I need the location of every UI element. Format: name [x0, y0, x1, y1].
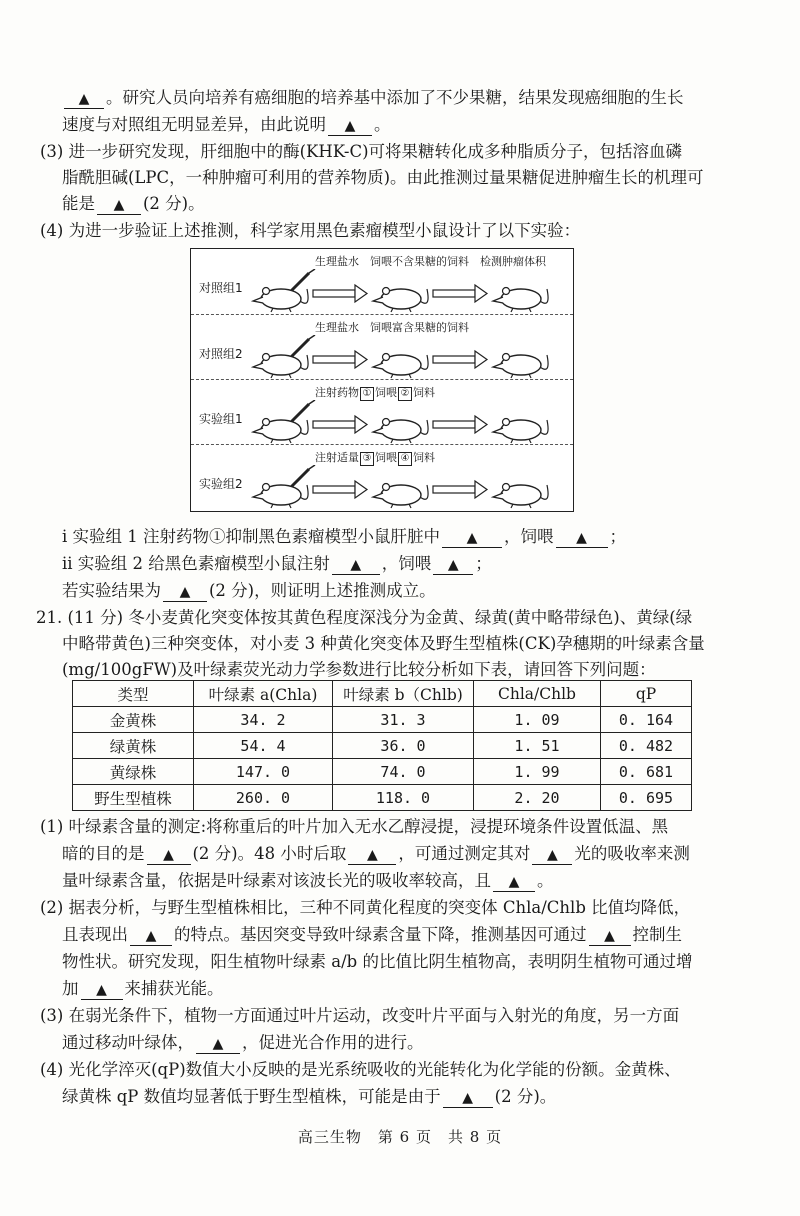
table-cell: 31. 3	[333, 707, 474, 733]
answer-blank[interactable]: ▲	[81, 980, 123, 1000]
mouse-icon	[373, 354, 428, 379]
mouse-icon	[373, 484, 428, 509]
table-cell: 0. 681	[601, 759, 692, 785]
table-cell: 0. 695	[601, 785, 692, 811]
text-line: (2) 据表分析，与野生型植株相比，三种不同黄化程度的突变体 Chla/Chlb 比值均降低，	[40, 898, 691, 917]
table-cell: 147. 0	[194, 759, 333, 785]
text-line: (3) 进一步研究发现，肝细胞中的酶(KHK-C)可将果糖转化成多种脂质分子，包括溶血磷	[40, 142, 683, 161]
text-line: 加 ▲ 来捕获光能。	[62, 979, 224, 998]
text-line: (1) 叶绿素含量的测定:将称重后的叶片加入无水乙醇浸提，浸提环境条件设置低温、黑	[40, 817, 669, 836]
mouse-icon	[493, 484, 548, 509]
table-row	[73, 707, 692, 733]
group-control-1	[191, 249, 573, 313]
table-row	[73, 759, 692, 785]
experiment-diagram	[190, 248, 574, 512]
arrow-icon	[313, 285, 367, 302]
answer-blank[interactable]: ▲	[532, 845, 572, 865]
mouse-icon	[253, 288, 308, 313]
table-cell: 118. 0	[333, 785, 474, 811]
answer-blank[interactable]: ▲	[196, 1034, 240, 1054]
col-header: 叶绿素 a(Chla)	[194, 681, 333, 707]
text-line: ii 实验组 2 给黑色素瘤模型小鼠注射 ▲ ，饲喂 ▲ ；	[62, 554, 492, 573]
table-cell: 绿黄株	[73, 733, 194, 759]
arrow-icon	[313, 416, 367, 433]
group-label: 实验组2	[199, 477, 243, 491]
mouse-icon	[373, 288, 428, 313]
text-line: 速度与对照组无明显差异，由此说明 ▲ 。	[62, 115, 391, 134]
answer-blank[interactable]: ▲	[97, 195, 141, 215]
table-cell: 0. 482	[601, 733, 692, 759]
table-cell: 260. 0	[194, 785, 333, 811]
table-row	[73, 733, 692, 759]
mouse-icon	[373, 419, 428, 444]
text-line: (mg/100gFW)及叶绿素荧光动力学参数进行比较分析如下表，请回答下列问题：	[62, 660, 656, 679]
group-steps: 注射适量 ③ 饲喂 ④ 饲料	[315, 451, 435, 464]
answer-blank[interactable]: ▲	[493, 872, 535, 892]
table-cell: 0. 164	[601, 707, 692, 733]
table-cell: 1. 51	[474, 733, 601, 759]
chlorophyll-table	[72, 680, 692, 811]
table-cell: 54. 4	[194, 733, 333, 759]
table-cell: 金黄株	[73, 707, 194, 733]
answer-blank[interactable]: ▲	[589, 926, 631, 946]
mouse-sequence	[251, 335, 571, 379]
mouse-icon	[493, 419, 548, 444]
mouse-icon	[253, 354, 308, 379]
group-experiment-2	[191, 444, 573, 509]
text-line: (4) 为进一步验证上述推测，科学家用黑色素瘤模型小鼠设计了以下实验：	[40, 221, 581, 240]
col-header: Chla/Chlb	[474, 681, 601, 707]
group-label: 对照组2	[199, 347, 243, 361]
text-line: i 实验组 1 注射药物①抑制黑色素瘤模型小鼠肝脏中 ▲ ，饲喂 ▲ ；	[62, 527, 627, 546]
text-line: (3) 在弱光条件下，植物一方面通过叶片运动，改变叶片平面与入射光的角度，另一方面	[40, 1006, 680, 1025]
col-header: 类型	[73, 681, 194, 707]
answer-blank[interactable]: ▲	[163, 582, 207, 602]
mouse-icon	[493, 354, 548, 379]
mouse-icon	[493, 288, 548, 313]
answer-blank[interactable]: ▲	[64, 89, 104, 109]
table-cell: 1. 99	[474, 759, 601, 785]
answer-blank[interactable]: ▲	[433, 555, 473, 575]
table-row	[73, 785, 692, 811]
table-cell: 36. 0	[333, 733, 474, 759]
table-cell: 74. 0	[333, 759, 474, 785]
answer-blank[interactable]: ▲	[348, 845, 396, 865]
text-line: ▲ 。研究人员向培养有癌细胞的培养基中添加了不少果糖，结果发现癌细胞的生长	[62, 86, 800, 110]
col-header: 叶绿素 b（Chlb)	[333, 681, 474, 707]
group-control-2	[191, 314, 573, 379]
answer-blank[interactable]: ▲	[332, 555, 380, 575]
group-label: 实验组1	[199, 412, 243, 426]
text-line: 暗的目的是 ▲ (2 分)。48 小时后取 ▲ ，可通过测定其对 ▲ 光的吸收率来测	[62, 844, 690, 863]
arrow-icon	[433, 416, 487, 433]
text-line: 且表现出 ▲ 的特点。基因突变导致叶绿素含量下降，推测基因可通过 ▲ 控制生	[62, 925, 682, 944]
group-experiment-1	[191, 379, 573, 444]
text-line: 21. (11 分) 冬小麦黄化突变体按其黄色程度深浅分为金黄、绿黄(黄中略带绿色)、黄绿(绿	[36, 608, 693, 627]
answer-blank[interactable]: ▲	[442, 528, 502, 548]
text-line: (4) 光化学淬灭(qP)数值大小反映的是光系统吸收的光能转化为化学能的份额。金黄株、	[40, 1060, 681, 1079]
answer-blank[interactable]: ▲	[556, 528, 608, 548]
arrow-icon	[313, 481, 367, 498]
table-cell: 野生型植株	[73, 785, 194, 811]
arrow-icon	[433, 285, 487, 302]
group-steps: 生理盐水 饲喂富含果糖的饲料	[315, 321, 469, 334]
arrow-icon	[433, 481, 487, 498]
text-line: 中略带黄色)三种突变体，对小麦 3 种黄化突变体及野生型植株(CK)孕穗期的叶绿素含量	[62, 634, 705, 653]
group-label: 对照组1	[199, 281, 243, 295]
page-footer: 高三生物 第 6 页 共 8 页	[297, 1128, 503, 1146]
answer-blank[interactable]: ▲	[147, 845, 191, 865]
text-line: 脂酰胆碱(LPC，一种肿瘤可利用的营养物质)。由此推测过量果糖促进肿瘤生长的机理可	[62, 168, 704, 187]
arrow-icon	[313, 351, 367, 368]
table-header-row	[73, 681, 692, 707]
answer-blank[interactable]: ▲	[328, 116, 372, 136]
text-line: 能是 ▲ (2 分)。	[62, 194, 205, 213]
arrow-icon	[433, 351, 487, 368]
text-line: 物性状。研究发现，阳生植物叶绿素 a/b 的比值比阴生植物高，表明阴生植物可通过增	[62, 952, 693, 971]
mouse-icon	[253, 484, 308, 509]
mouse-sequence	[251, 400, 571, 444]
answer-blank[interactable]: ▲	[130, 926, 172, 946]
group-steps: 生理盐水 饲喂不含果糖的饲料 检测肿瘤体积	[315, 255, 546, 268]
text-line: 量叶绿素含量，依据是叶绿素对该波长光的吸收率较高，且 ▲ 。	[62, 871, 554, 890]
table-cell: 黄绿株	[73, 759, 194, 785]
table-cell: 34. 2	[194, 707, 333, 733]
table-cell: 2. 20	[474, 785, 601, 811]
mouse-icon	[253, 419, 308, 444]
mouse-sequence	[251, 465, 571, 509]
table-cell: 1. 09	[474, 707, 601, 733]
col-header: qP	[601, 681, 692, 707]
text-line: 绿黄株 qP 数值均显著低于野生型植株，可能是由于 ▲ (2 分)。	[62, 1087, 557, 1106]
mouse-sequence	[251, 269, 571, 313]
group-steps: 注射药物 ① 饲喂 ② 饲料	[315, 386, 435, 399]
answer-blank[interactable]: ▲	[443, 1088, 493, 1108]
text-line: 若实验结果为 ▲ (2 分)，则证明上述推测成立。	[62, 581, 436, 600]
text-line: 通过移动叶绿体， ▲ ，促进光合作用的进行。	[62, 1033, 424, 1052]
